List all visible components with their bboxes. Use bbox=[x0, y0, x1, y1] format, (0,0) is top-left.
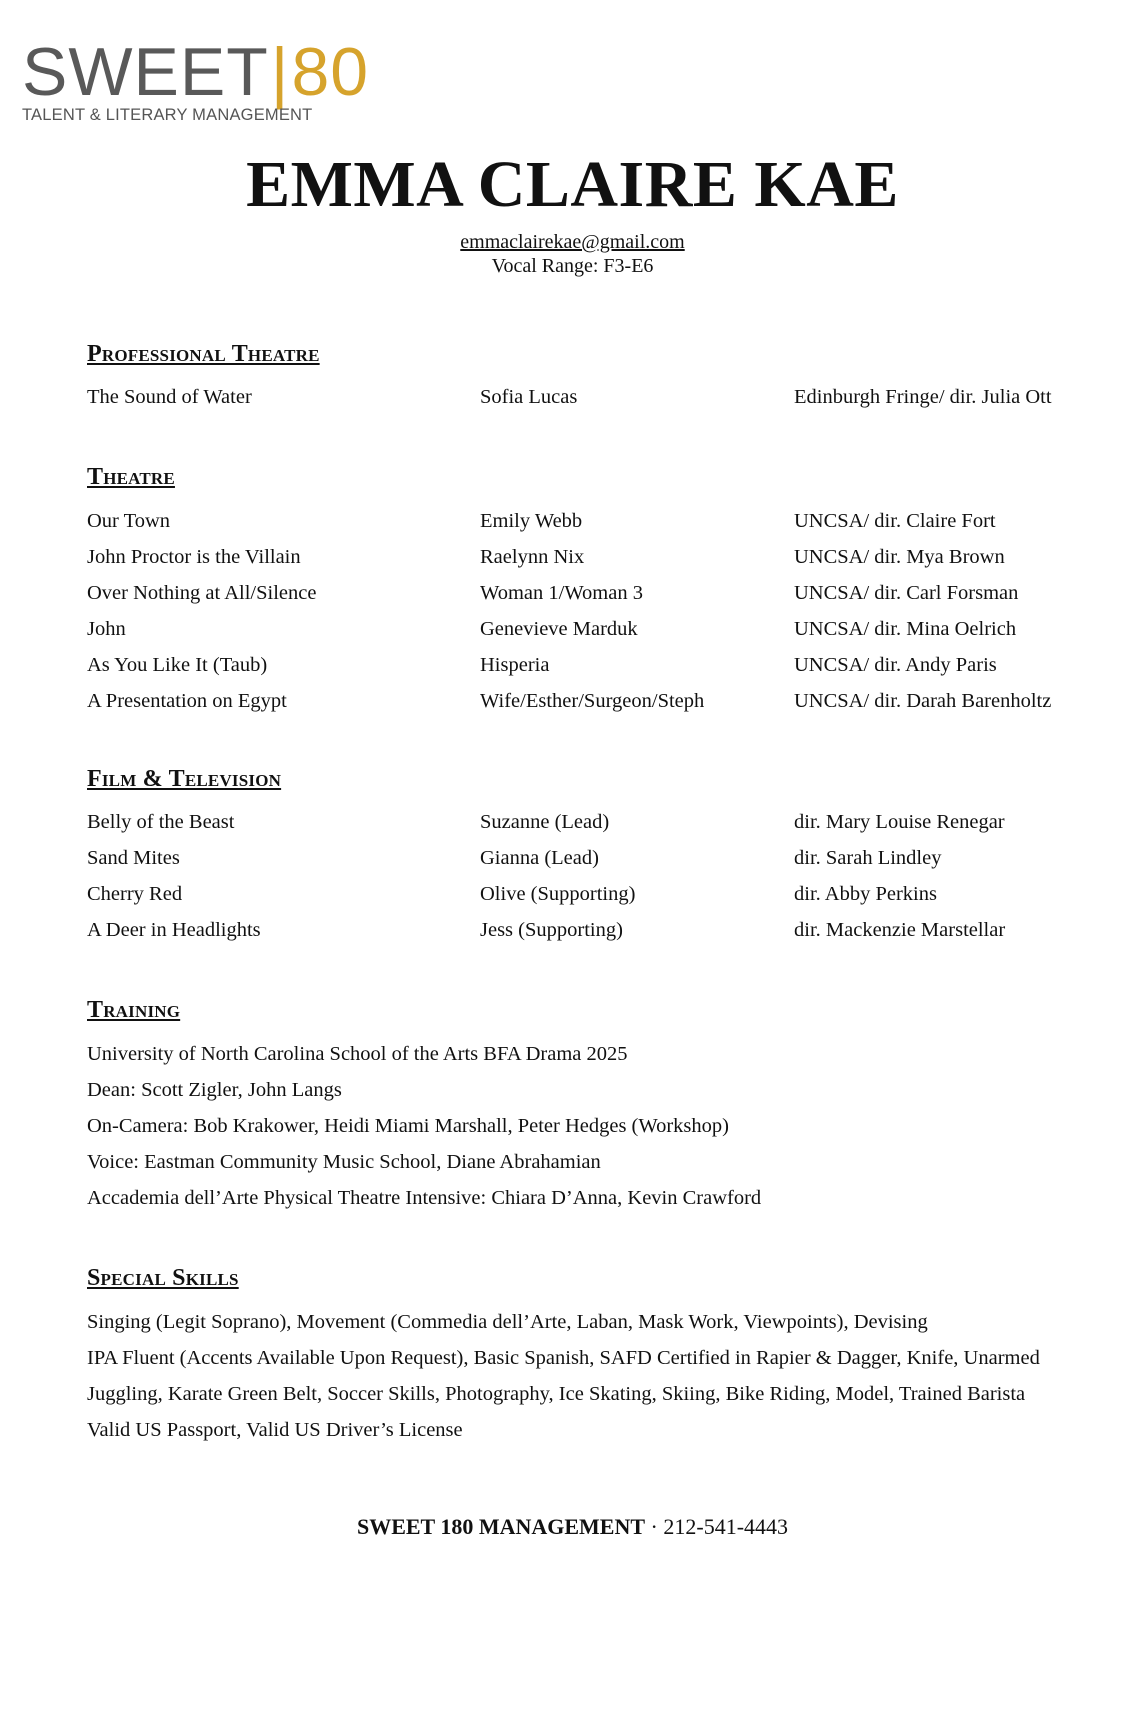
email-link[interactable]: emmaclairekae@gmail.com bbox=[460, 231, 685, 253]
credit-director: Edinburgh Fringe/ dir. Julia Ott bbox=[794, 386, 1052, 408]
credit-title: Over Nothing at All/Silence bbox=[87, 582, 317, 604]
credit-role: Genevieve Marduk bbox=[480, 618, 638, 640]
agency-logo bbox=[22, 34, 370, 125]
credit-role: Woman 1/Woman 3 bbox=[480, 582, 643, 604]
section-title-special-skills: Special Skills bbox=[87, 1265, 239, 1291]
credit-director: dir. Sarah Lindley bbox=[794, 847, 942, 869]
section-title-professional-theatre: Professional Theatre bbox=[87, 341, 320, 367]
footer-phone: 212-541-4443 bbox=[663, 1514, 789, 1539]
credit-role: Jess (Supporting) bbox=[480, 919, 623, 941]
logo-tagline: TALENT & LITERARY MANAGEMENT bbox=[22, 106, 313, 124]
credit-title: Sand Mites bbox=[87, 847, 180, 869]
logo-number: 80 bbox=[291, 34, 370, 110]
skills-line: Singing (Legit Soprano), Movement (Commedia dell’Arte, Laban, Mask Work, Viewpoints), Devising bbox=[87, 1311, 928, 1333]
agency-footer bbox=[0, 1514, 1145, 1540]
credit-title: John Proctor is the Villain bbox=[87, 546, 301, 568]
section-title-film-television: Film & Television bbox=[87, 766, 282, 792]
contact-block bbox=[0, 230, 1145, 278]
logo-sweet: SWEET bbox=[22, 34, 269, 110]
training-line: Dean: Scott Zigler, John Langs bbox=[87, 1079, 342, 1101]
credit-role: Emily Webb bbox=[480, 510, 583, 532]
credit-title: Our Town bbox=[87, 510, 171, 532]
credit-director: dir. Abby Perkins bbox=[794, 883, 937, 905]
credit-role: Wife/Esther/Surgeon/Steph bbox=[480, 690, 705, 712]
footer-agency: SWEET 180 MANAGEMENT bbox=[356, 1514, 646, 1539]
credit-title: Cherry Red bbox=[87, 883, 183, 905]
credit-director: UNCSA/ dir. Darah Barenholtz bbox=[794, 690, 1052, 712]
logo-bar: | bbox=[270, 34, 290, 110]
credit-director: UNCSA/ dir. Mya Brown bbox=[794, 546, 1005, 568]
section-title-training: Training bbox=[87, 997, 181, 1023]
credit-director: UNCSA/ dir. Mina Oelrich bbox=[794, 618, 1017, 640]
credit-director: dir. Mary Louise Renegar bbox=[794, 811, 1005, 833]
credit-role: Gianna (Lead) bbox=[480, 847, 599, 869]
credit-role: Raelynn Nix bbox=[480, 546, 585, 568]
training-line: Voice: Eastman Community Music School, Diane Abrahamian bbox=[87, 1151, 601, 1173]
credit-role: Olive (Supporting) bbox=[480, 883, 636, 905]
training-line: On-Camera: Bob Krakower, Heidi Miami Marshall, Peter Hedges (Workshop) bbox=[87, 1115, 729, 1137]
credit-director: UNCSA/ dir. Andy Paris bbox=[794, 654, 997, 676]
credit-director: dir. Mackenzie Marstellar bbox=[794, 919, 1006, 941]
skills-line: IPA Fluent (Accents Available Upon Request), Basic Spanish, SAFD Certified in Rapier & Dagger, Knife, Unarmed bbox=[87, 1347, 1040, 1369]
credit-role: Hisperia bbox=[480, 654, 550, 676]
skills-line: Valid US Passport, Valid US Driver’s License bbox=[87, 1419, 463, 1441]
footer-separator: · bbox=[645, 1514, 664, 1539]
credit-title: A Presentation on Egypt bbox=[87, 690, 287, 712]
section-title-theatre: Theatre bbox=[87, 464, 175, 490]
skills-line: Juggling, Karate Green Belt, Soccer Skills, Photography, Ice Skating, Skiing, Bike Riding, Model, Trained Barista bbox=[87, 1383, 1026, 1405]
credit-role: Suzanne (Lead) bbox=[480, 811, 610, 833]
credit-director: UNCSA/ dir. Claire Fort bbox=[794, 510, 996, 532]
training-line: University of North Carolina School of the Arts BFA Drama 2025 bbox=[87, 1043, 628, 1065]
vocal-range: Vocal Range: F3-E6 bbox=[491, 255, 654, 277]
credit-title: John bbox=[87, 618, 126, 640]
logo-wordmark bbox=[22, 34, 370, 110]
credit-director: UNCSA/ dir. Carl Forsman bbox=[794, 582, 1019, 604]
credit-title: Belly of the Beast bbox=[87, 811, 235, 833]
credit-title: The Sound of Water bbox=[87, 386, 252, 408]
credit-title: As You Like It (Taub) bbox=[87, 654, 268, 676]
credit-title: A Deer in Headlights bbox=[87, 919, 261, 941]
training-line: Accademia dell’Arte Physical Theatre Intensive: Chiara D’Anna, Kevin Crawford bbox=[87, 1187, 762, 1209]
credit-role: Sofia Lucas bbox=[480, 386, 578, 408]
actor-name: EMMA CLAIRE KAE bbox=[246, 148, 899, 221]
